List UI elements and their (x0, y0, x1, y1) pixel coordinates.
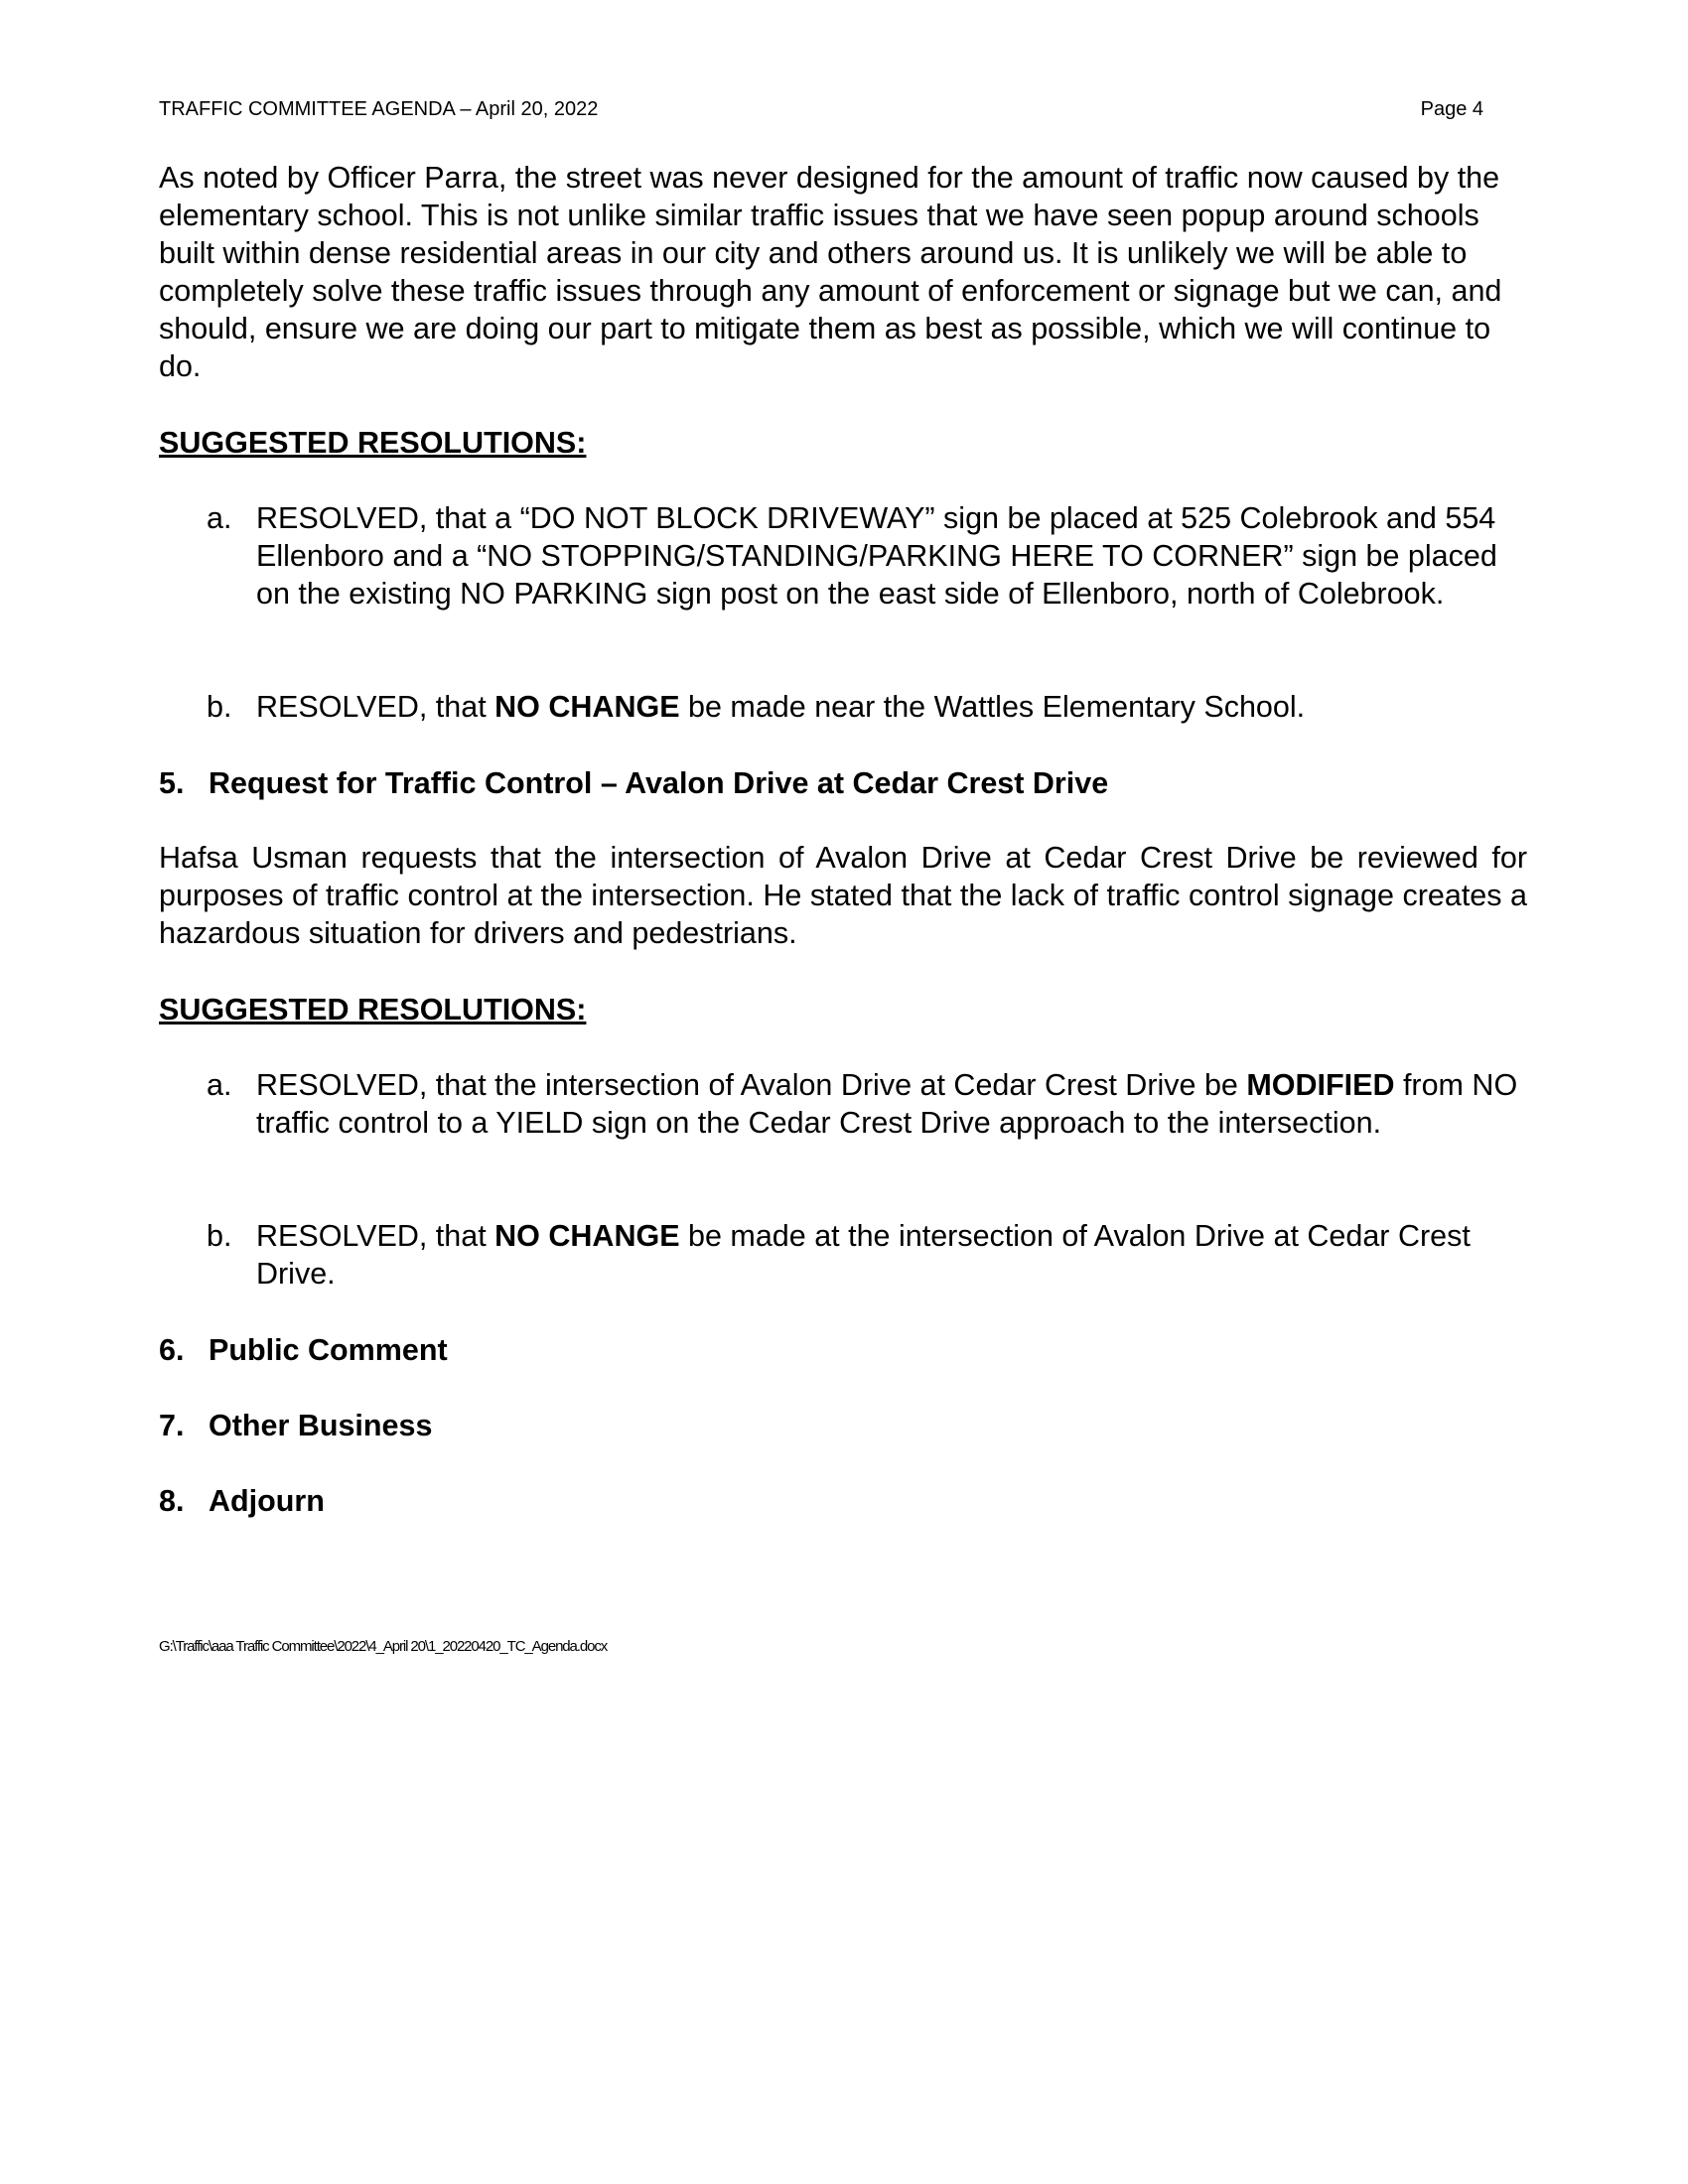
resolution-emphasis: NO CHANGE (494, 690, 680, 724)
resolution-text (256, 1217, 1527, 1293)
page-number: Page 4 (1420, 98, 1483, 120)
resolution-suffix: be made at the intersection of Avalon Drive at Cedar Crest Drive. (256, 1219, 1471, 1291)
agenda-item-5 (159, 764, 1108, 802)
file-path-footer: G:\Traffic\aaa Traffic Committee\2022\4_April 20\1_20220420_TC_Agenda.docx (159, 1638, 608, 1655)
suggested-resolutions-heading: SUGGESTED RESOLUTIONS: (159, 993, 587, 1026)
resolution-b (207, 1217, 1527, 1293)
item-number: 8. (159, 1484, 185, 1518)
agenda-item-7 (159, 1407, 432, 1444)
resolution-emphasis: MODIFIED (1246, 1068, 1395, 1102)
agenda-item-8 (159, 1482, 325, 1520)
item-title: Public Comment (209, 1333, 448, 1367)
resolution-text (256, 1066, 1527, 1142)
header-title: TRAFFIC COMMITTEE AGENDA – April 20, 2022 (159, 98, 599, 120)
item-number: 5. (159, 766, 185, 800)
resolution-suffix: from NO traffic control to a YIELD sign on the Cedar Crest Drive approach to the intersection. (256, 1068, 1518, 1140)
item-number: 6. (159, 1333, 185, 1367)
resolution-prefix: RESOLVED, that (256, 690, 495, 724)
resolution-a (207, 499, 1527, 613)
resolution-letter: b. (207, 1219, 232, 1253)
page-header (159, 97, 1483, 121)
resolution-emphasis: NO CHANGE (494, 1219, 680, 1253)
resolution-letter: a. (207, 501, 232, 535)
resolution-letter: b. (207, 690, 232, 724)
intro-paragraph: As noted by Officer Parra, the street was never designed for the amount of traffic now caused by the elementary school. This is not unlike similar traffic issues that we have seen popup around schools built within dense residential areas in our city and others around us. It is unlikely we will be able to completely solve these traffic issues through any amount of enforcement or signage but we can, and should, ensure we are doing our part to mitigate them as best as possible, which we will continue to do. (159, 161, 1502, 383)
item-title: Other Business (209, 1409, 433, 1442)
item-title: Adjourn (209, 1484, 325, 1518)
resolution-prefix: RESOLVED, that the intersection of Avalon Drive at Cedar Crest Drive be (256, 1068, 1247, 1102)
agenda-item-6 (159, 1331, 448, 1369)
resolution-prefix: RESOLVED, that (256, 1219, 495, 1253)
resolution-suffix: be made near the Wattles Elementary School. (679, 690, 1306, 724)
resolution-text: RESOLVED, that a “DO NOT BLOCK DRIVEWAY” sign be placed at 525 Colebrook and 554 Ellenboro and a “NO STOPPING/STANDING/PARKING HERE TO CORNER” sign be placed on the existing NO PARKING sign post on the east side of Ellenboro, north of Colebrook. (256, 501, 1497, 611)
item-number: 7. (159, 1409, 185, 1442)
resolution-b (207, 688, 1527, 726)
suggested-resolutions-heading: SUGGESTED RESOLUTIONS: (159, 426, 587, 460)
resolution-letter: a. (207, 1068, 232, 1102)
resolution-text (256, 688, 1527, 726)
item-5-paragraph: Hafsa Usman requests that the intersection of Avalon Drive at Cedar Crest Drive be reviewed for purposes of traffic control at the intersection. He stated that the lack of traffic control signage creates a hazardous situation for drivers and pedestrians. (159, 841, 1527, 950)
item-title: Request for Traffic Control – Avalon Drive at Cedar Crest Drive (209, 766, 1109, 800)
resolution-a (207, 1066, 1527, 1142)
